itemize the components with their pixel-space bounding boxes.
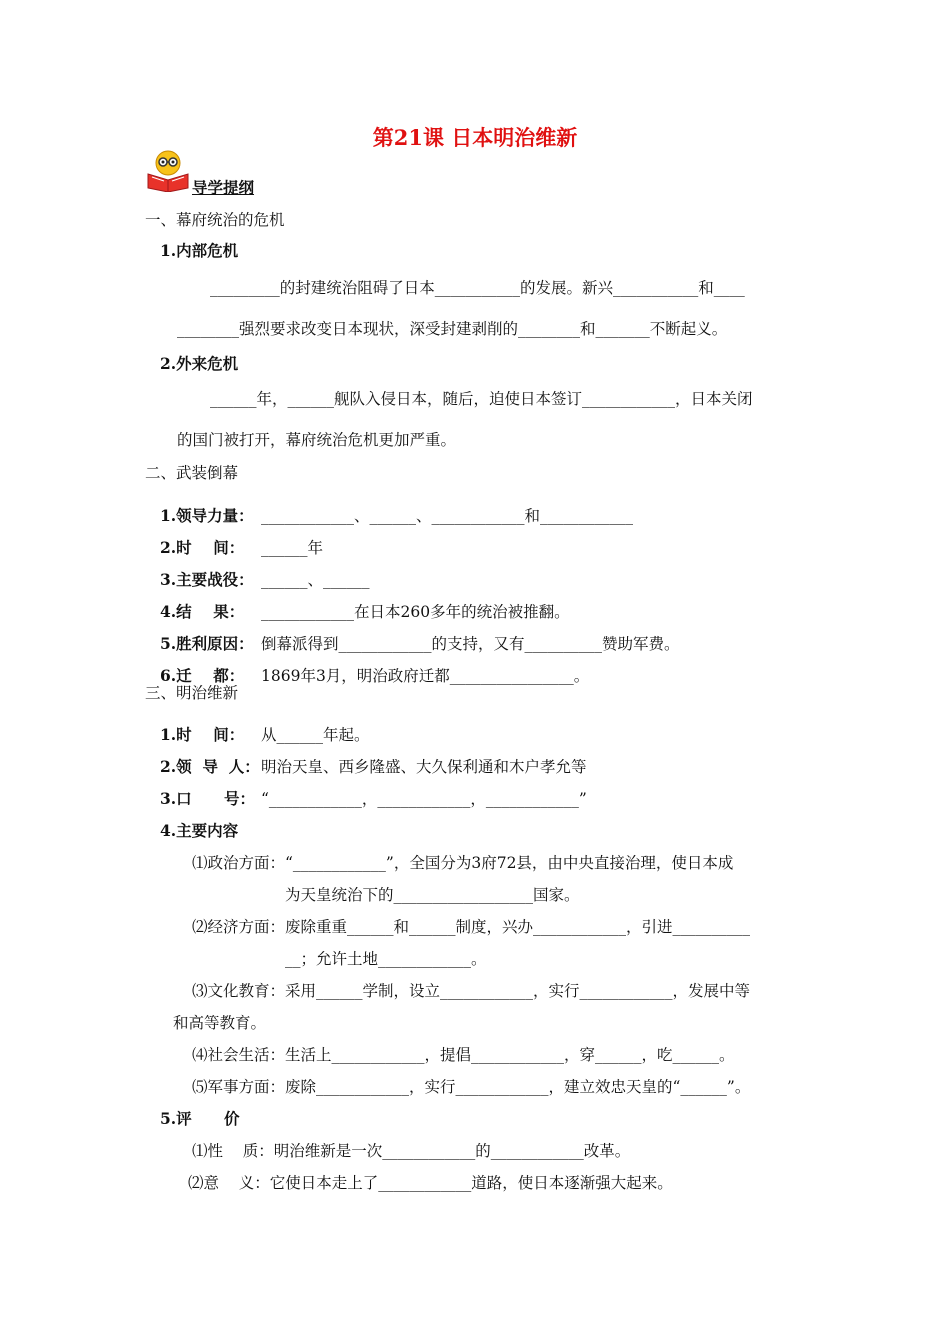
section-heading: 3.主要战役： (160, 570, 254, 589)
section-heading: 5.评 价 (160, 1109, 240, 1128)
worksheet-line: ⑴政治方面：“____________”，全国分为3府72县，由中央直接治理，使日本成 (192, 854, 734, 872)
worksheet-line: 从______年起。 (261, 726, 370, 744)
worksheet-line: ⑶文化教育：采用______学制，设立____________，实行____________，发展中等 (192, 982, 751, 1000)
worksheet-line: 三、明治维新 (145, 684, 239, 702)
lesson-title: 第21课 日本明治维新 (372, 125, 578, 150)
worksheet-line: ______年 (261, 539, 324, 557)
guide-heading: 导学提纲 (192, 178, 255, 197)
section-heading: 5.胜利原因： (160, 634, 254, 653)
section-heading: 1.内部危机 (160, 241, 239, 260)
worksheet-line: ________强烈要求改变日本现状，深受封建剥削的________和_______不断起义。 (177, 320, 728, 338)
worksheet-line: ⑷社会生活：生活上____________，提倡____________，穿______，吃______。 (192, 1046, 735, 1064)
section-heading: 4.主要内容 (160, 821, 239, 840)
reading-student-icon (144, 148, 192, 192)
worksheet-line: 二、武装倒幕 (145, 464, 239, 482)
worksheet-line: 的国门被打开，幕府统治危机更加严重。 (177, 431, 457, 449)
worksheet-line: 和高等教育。 (173, 1014, 267, 1032)
section-heading: 2.外来危机 (160, 354, 239, 373)
section-heading: 6.迁 都： (160, 666, 245, 685)
worksheet-line: ____________在日本260多年的统治被推翻。 (261, 603, 570, 621)
worksheet-line: 明治天皇、西乡隆盛、大久保利通和木户孝允等 (261, 758, 587, 776)
worksheet-line: ⑵意 义：它使日本走上了____________道路，使日本逐渐强大起来。 (188, 1174, 673, 1192)
worksheet-line: “____________，____________，____________” (261, 790, 587, 808)
worksheet-line: ⑸军事方面：废除____________，实行____________，建立效忠天皇的“______”。 (192, 1078, 751, 1096)
section-heading: 1.时 间： (160, 725, 245, 744)
worksheet-line: ______、______ (261, 571, 370, 589)
section-heading: 3.口 号： (160, 789, 256, 808)
worksheet-line: ____________、______、____________和____________ (261, 507, 634, 525)
section-heading: 2.领 导 人： (160, 757, 260, 776)
worksheet-line: ⑵经济方面：废除重重______和______制度，兴办____________，引进__________ (192, 918, 751, 936)
worksheet-line: 倒幕派得到____________的支持，又有__________赞助军费。 (261, 635, 680, 653)
worksheet-line: 1869年3月，明治政府迁都________________。 (261, 667, 590, 685)
section-heading: 4.结 果： (160, 602, 245, 621)
section-heading: 1.领导力量： (160, 506, 254, 525)
worksheet-line: 为天皇统治下的__________________国家。 (285, 886, 580, 904)
worksheet-line: _________的封建统治阻碍了日本___________的发展。新兴___________和____ (210, 279, 745, 297)
worksheet-line: __；允许土地____________。 (285, 950, 487, 968)
worksheet-line: ⑴性 质：明治维新是一次____________的____________改革。 (192, 1142, 631, 1160)
worksheet-line: 一、幕府统治的危机 (145, 211, 285, 229)
section-heading: 2.时 间： (160, 538, 245, 557)
worksheet-line: ______年，______舰队入侵日本，随后，迫使日本签订____________，日本关闭 (210, 390, 753, 408)
